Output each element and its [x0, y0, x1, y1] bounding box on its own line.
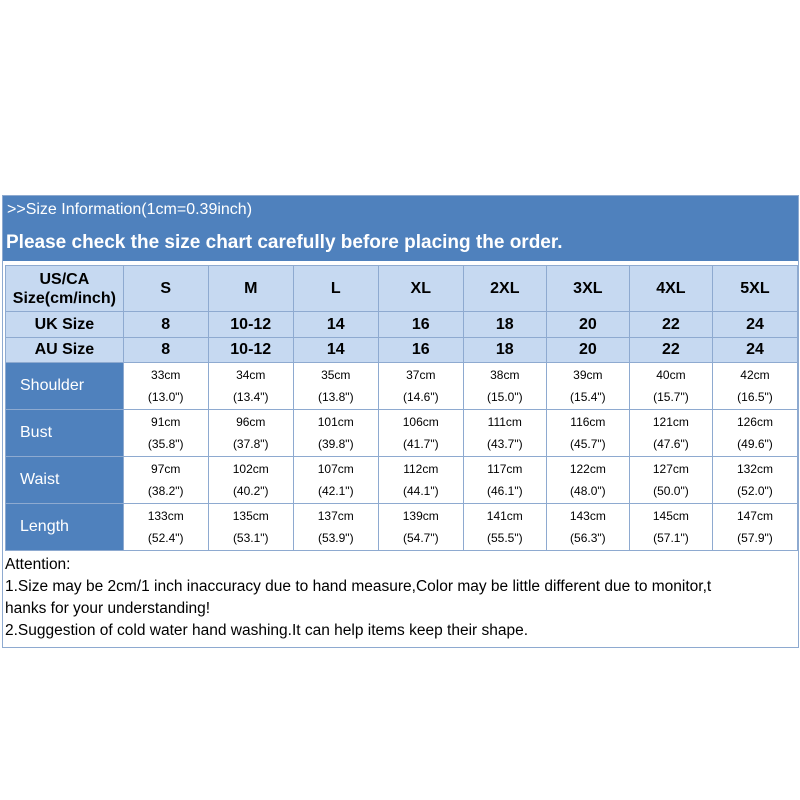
measure-cm: 127cm	[652, 462, 689, 476]
measure-cell	[123, 504, 208, 551]
measure-cell	[208, 363, 293, 410]
measure-cell	[629, 410, 712, 457]
measure-inch: (40.2")	[232, 484, 269, 498]
size-chart	[2, 195, 799, 648]
measure-cm: 37cm	[406, 368, 436, 382]
measure-cell	[712, 410, 797, 457]
uk-size-cell: 20	[546, 312, 629, 338]
table-row	[6, 363, 798, 410]
measure-inch: (41.7")	[402, 437, 439, 451]
size-header-cell: 4XL	[629, 266, 712, 312]
measure-cm: 145cm	[652, 509, 689, 523]
au-size-cell: 22	[629, 338, 712, 363]
table-row	[6, 410, 798, 457]
size-header-cell: 5XL	[712, 266, 797, 312]
measure-cell	[546, 363, 629, 410]
size-info-banner	[3, 196, 798, 261]
measure-cell	[123, 410, 208, 457]
measure-cm: 135cm	[232, 509, 269, 523]
measure-inch: (50.0")	[653, 484, 689, 498]
measure-cm: 96cm	[236, 415, 266, 429]
size-header-cell: M	[208, 266, 293, 312]
measure-inch: (42.1")	[317, 484, 354, 498]
uk-size-cell: 8	[123, 312, 208, 338]
measure-cell	[712, 457, 797, 504]
measure-cm: 143cm	[569, 509, 606, 523]
measure-cm: 147cm	[736, 509, 773, 523]
au-size-cell: 18	[463, 338, 546, 363]
au-size-cell: 24	[712, 338, 797, 363]
table-row	[6, 457, 798, 504]
measure-cm: 106cm	[402, 415, 439, 429]
measure-inch: (15.7")	[653, 390, 689, 404]
measure-inch: (54.7")	[402, 531, 439, 545]
table-row	[6, 312, 798, 338]
au-size-cell: 10-12	[208, 338, 293, 363]
attention-note-2: 2.Suggestion of cold water hand washing.It can help items keep their shape.	[5, 622, 529, 639]
size-check-notice: Please check the size chart carefully before placing the order.	[6, 232, 563, 253]
size-info-title: >>Size Information(1cm=0.39inch)	[7, 201, 253, 218]
measure-cell	[123, 363, 208, 410]
measure-cell	[208, 457, 293, 504]
measure-inch: (49.6")	[737, 437, 773, 451]
measure-cell	[463, 457, 546, 504]
measure-inch: (15.4")	[570, 390, 606, 404]
measure-inch: (38.2")	[147, 484, 184, 498]
table-row	[6, 504, 798, 551]
measure-cm: 133cm	[147, 509, 184, 523]
measure-cell	[208, 410, 293, 457]
measure-cell	[629, 457, 712, 504]
measure-cm: 122cm	[569, 462, 606, 476]
size-header-cell: S	[123, 266, 208, 312]
measure-cell	[546, 457, 629, 504]
measure-inch: (57.9")	[737, 531, 773, 545]
measure-cm: 116cm	[570, 415, 606, 429]
measure-cell	[463, 410, 546, 457]
measure-inch: (35.8")	[147, 437, 184, 451]
measure-inch: (46.1")	[487, 484, 523, 498]
measure-cm: 139cm	[402, 509, 439, 523]
measure-cell	[293, 410, 378, 457]
measure-cell	[123, 457, 208, 504]
uk-size-cell: 16	[378, 312, 463, 338]
measure-inch: (57.1")	[653, 531, 689, 545]
measure-cell	[712, 504, 797, 551]
measure-label-length: Length	[6, 504, 124, 551]
measure-cm: 117cm	[487, 462, 523, 476]
measure-cm: 137cm	[317, 509, 354, 523]
au-size-cell: 16	[378, 338, 463, 363]
measure-cm: 132cm	[736, 462, 773, 476]
measure-label-waist: Waist	[6, 457, 124, 504]
uk-size-cell: 22	[629, 312, 712, 338]
table-row	[6, 266, 798, 312]
measure-cell	[712, 363, 797, 410]
attention-title: Attention:	[5, 556, 71, 573]
measure-inch: (37.8")	[232, 437, 269, 451]
us-ca-size-label: US/CA Size(cm/inch)	[6, 266, 124, 312]
size-table	[5, 265, 798, 551]
measure-cell	[293, 457, 378, 504]
measure-cm: 34cm	[236, 368, 266, 382]
measure-cm: 91cm	[151, 415, 181, 429]
attention-notes	[5, 554, 795, 642]
measure-cm: 112cm	[403, 462, 439, 476]
measure-inch: (43.7")	[487, 437, 523, 451]
size-header-cell: 3XL	[546, 266, 629, 312]
measure-cell	[293, 504, 378, 551]
measure-label-shoulder: Shoulder	[6, 363, 124, 410]
measure-inch: (45.7")	[570, 437, 606, 451]
measure-cell	[546, 504, 629, 551]
measure-cm: 39cm	[573, 368, 603, 382]
measure-cm: 107cm	[317, 462, 354, 476]
measure-inch: (44.1")	[402, 484, 439, 498]
measure-inch: (39.8")	[317, 437, 354, 451]
measure-cm: 102cm	[232, 462, 269, 476]
uk-size-label: UK Size	[6, 312, 124, 338]
measure-cell	[546, 410, 629, 457]
measure-inch: (13.0")	[147, 390, 184, 404]
measure-inch: (48.0")	[570, 484, 606, 498]
measure-inch: (55.5")	[487, 531, 523, 545]
measure-cell	[378, 504, 463, 551]
measure-inch: (56.3")	[570, 531, 606, 545]
measure-inch: (52.4")	[147, 531, 184, 545]
measure-cell	[378, 363, 463, 410]
size-header-cell: 2XL	[463, 266, 546, 312]
measure-cell	[629, 504, 712, 551]
measure-cell	[629, 363, 712, 410]
size-header-cell: L	[293, 266, 378, 312]
uk-size-cell: 24	[712, 312, 797, 338]
measure-inch: (52.0")	[737, 484, 773, 498]
measure-inch: (13.4")	[232, 390, 269, 404]
uk-size-cell: 18	[463, 312, 546, 338]
size-header-cell: XL	[378, 266, 463, 312]
measure-cm: 121cm	[652, 415, 689, 429]
au-size-cell: 20	[546, 338, 629, 363]
au-size-cell: 8	[123, 338, 208, 363]
measure-cell	[293, 363, 378, 410]
measure-cm: 126cm	[736, 415, 773, 429]
au-size-label: AU Size	[6, 338, 124, 363]
measure-cell	[208, 504, 293, 551]
measure-cm: 97cm	[151, 462, 181, 476]
measure-cell	[378, 410, 463, 457]
measure-inch: (53.1")	[232, 531, 269, 545]
measure-cm: 33cm	[151, 368, 181, 382]
au-size-cell: 14	[293, 338, 378, 363]
measure-cm: 101cm	[317, 415, 354, 429]
measure-cm: 40cm	[656, 368, 686, 382]
measure-cm: 35cm	[321, 368, 351, 382]
measure-cm: 42cm	[740, 368, 770, 382]
measure-cm: 141cm	[486, 509, 523, 523]
measure-inch: (14.6")	[402, 390, 439, 404]
measure-inch: (15.0")	[487, 390, 523, 404]
uk-size-cell: 10-12	[208, 312, 293, 338]
table-row	[6, 338, 798, 363]
measure-inch: (53.9")	[317, 531, 354, 545]
measure-cell	[378, 457, 463, 504]
measure-cell	[463, 363, 546, 410]
uk-size-cell: 14	[293, 312, 378, 338]
measure-cell	[463, 504, 546, 551]
measure-cm: 38cm	[490, 368, 520, 382]
measure-cm: 111cm	[487, 415, 522, 429]
measure-inch: (16.5")	[737, 390, 773, 404]
measure-inch: (13.8")	[317, 390, 354, 404]
measure-label-bust: Bust	[6, 410, 124, 457]
measure-inch: (47.6")	[653, 437, 689, 451]
attention-note-1: 1.Size may be 2cm/1 inch inaccuracy due to hand measure,Color may be little different due to monitor,t hanks for your understanding!	[5, 578, 712, 617]
